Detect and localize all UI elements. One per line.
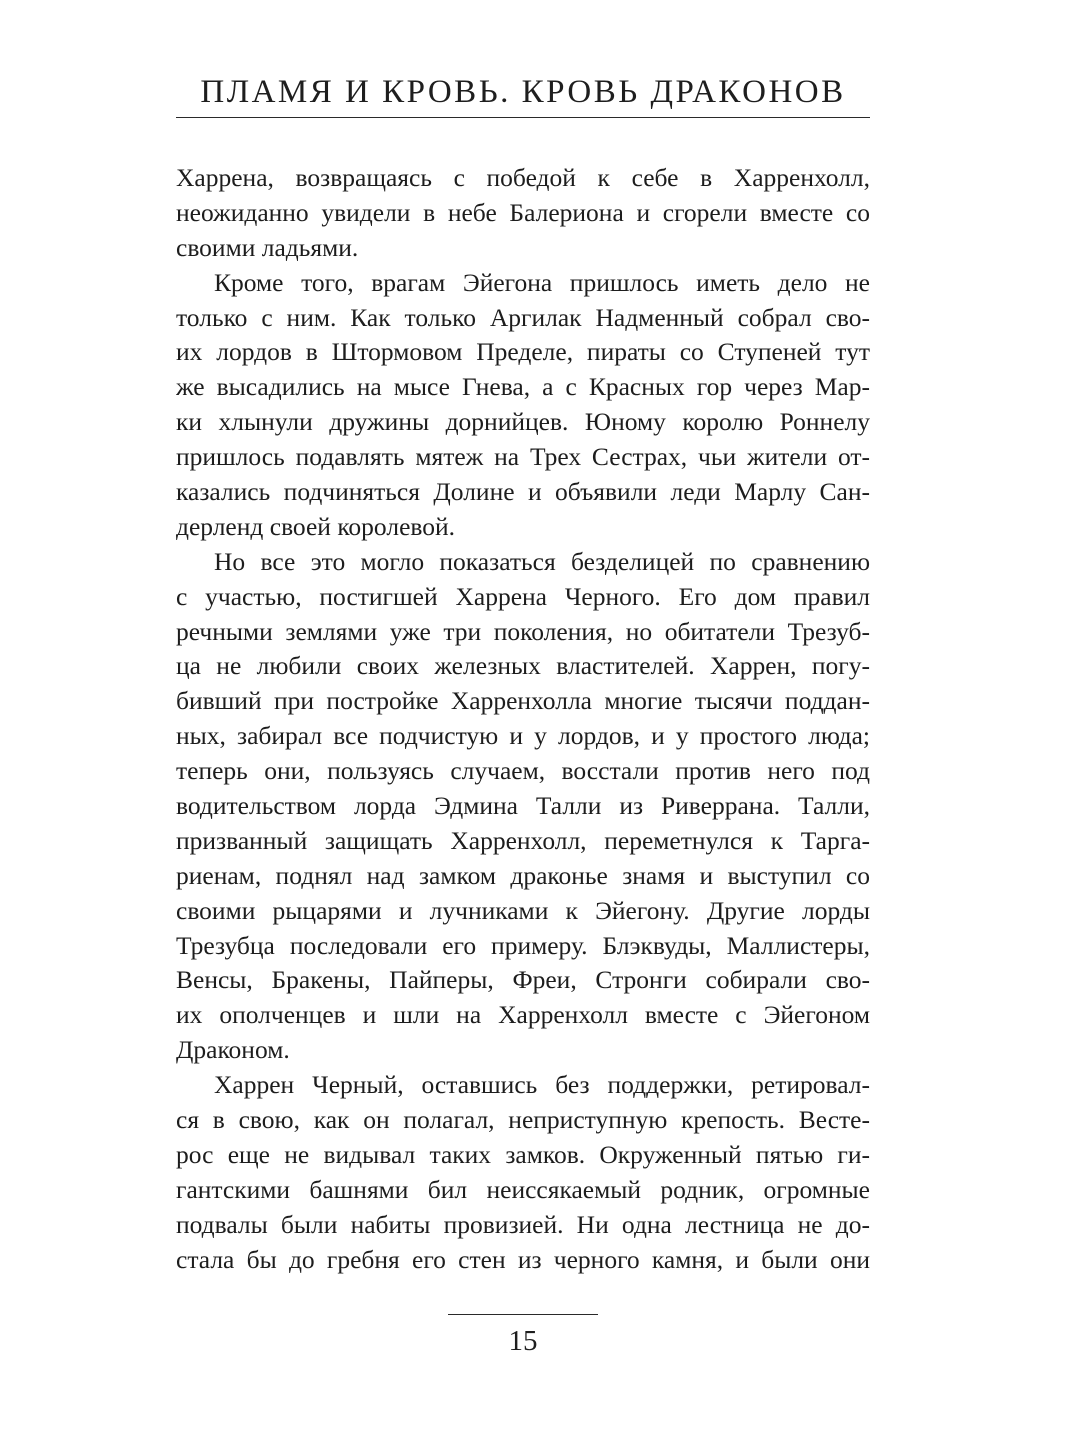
text-line: стала бы до гребня его стен из черного камня, и были они	[176, 1244, 870, 1274]
text-line: Венсы, Бракены, Пайперы, Фреи, Стронги собирали сво-	[176, 965, 870, 995]
text-line: ся в свою, как он полагал, неприступную крепость. Весте-	[176, 1105, 870, 1135]
text-line: только с ним. Как только Аргилак Надменный собрал сво-	[176, 302, 870, 332]
running-head: ПЛАМЯ И КРОВЬ. КРОВЬ ДРАКОНОВ	[200, 74, 846, 110]
text-line: риенам, поднял над замком драконье знамя и выступил со	[176, 860, 870, 890]
header-rule	[176, 117, 870, 118]
text-line: ки хлынули дружины дорнийцев. Юному королю Роннелу	[176, 407, 870, 437]
text-line: рос еще не видывал таких замков. Окруженный пятью ги-	[176, 1139, 870, 1169]
text-line: Но все это могло показаться безделицей по сравнению	[214, 546, 870, 576]
text-line: речными землями уже три поколения, но обитатели Трезуб-	[176, 616, 870, 646]
text-line: Трезубца последовали его примеру. Блэквуды, Маллистеры,	[176, 930, 870, 960]
text-line: пришлось подавлять мятеж на Трех Сестрах, чьи жители от-	[176, 442, 870, 472]
text-line: призванный защищать Харренхолл, переметнулся к Тарга-	[176, 825, 870, 855]
text-line: неожиданно увидели в небе Балериона и сгорели вместе со	[176, 197, 870, 227]
text-line: ных, забирал все подчистую и у лордов, и у простого люда;	[176, 721, 870, 751]
text-line: водительством лорда Эдмина Талли из Риверрана. Талли,	[176, 791, 870, 821]
text-line: Драконом.	[176, 1035, 290, 1065]
text-line: Харрена, возвращаясь с победой к себе в Харренхолл,	[176, 163, 870, 192]
text-line: же высадились на мысе Гнева, а с Красных гор через Мар-	[176, 372, 870, 402]
body-text	[176, 161, 870, 1278]
text-line: теперь они, пользуясь случаем, восстали против него под	[176, 756, 870, 786]
page-number: 15	[508, 1325, 538, 1357]
text-line: их ополченцев и шли на Харренхолл вместе с Эйегоном	[176, 1000, 870, 1030]
text-line: бивший при постройке Харренхолла многие тысячи поддан-	[176, 686, 870, 716]
text-line: своими ладьями.	[176, 232, 359, 262]
text-line: своими рыцарями и лучниками к Эйегону. Другие лорды	[176, 895, 870, 925]
text-line: с участью, постигшей Харрена Черного. Его дом правил	[176, 581, 870, 611]
text-line: подвалы были набиты провизией. Ни одна лестница не до-	[176, 1209, 870, 1239]
footer-rule	[448, 1314, 598, 1315]
text-line: дерленд своей королевой.	[176, 511, 456, 541]
text-line: Кроме того, врагам Эйегона пришлось иметь дело не	[214, 267, 870, 297]
text-line: Харрен Черный, оставшись без поддержки, ретировал-	[214, 1070, 870, 1100]
text-line: ца не любили своих железных властителей. Харрен, погу-	[176, 651, 870, 681]
text-line: их лордов в Штормовом Пределе, пираты со Ступеней тут	[176, 337, 870, 367]
text-line: гантскими башнями бил неиссякаемый родник, огромные	[176, 1174, 870, 1204]
text-line: казались подчиняться Долине и объявили леди Марлу Сан-	[176, 477, 870, 507]
